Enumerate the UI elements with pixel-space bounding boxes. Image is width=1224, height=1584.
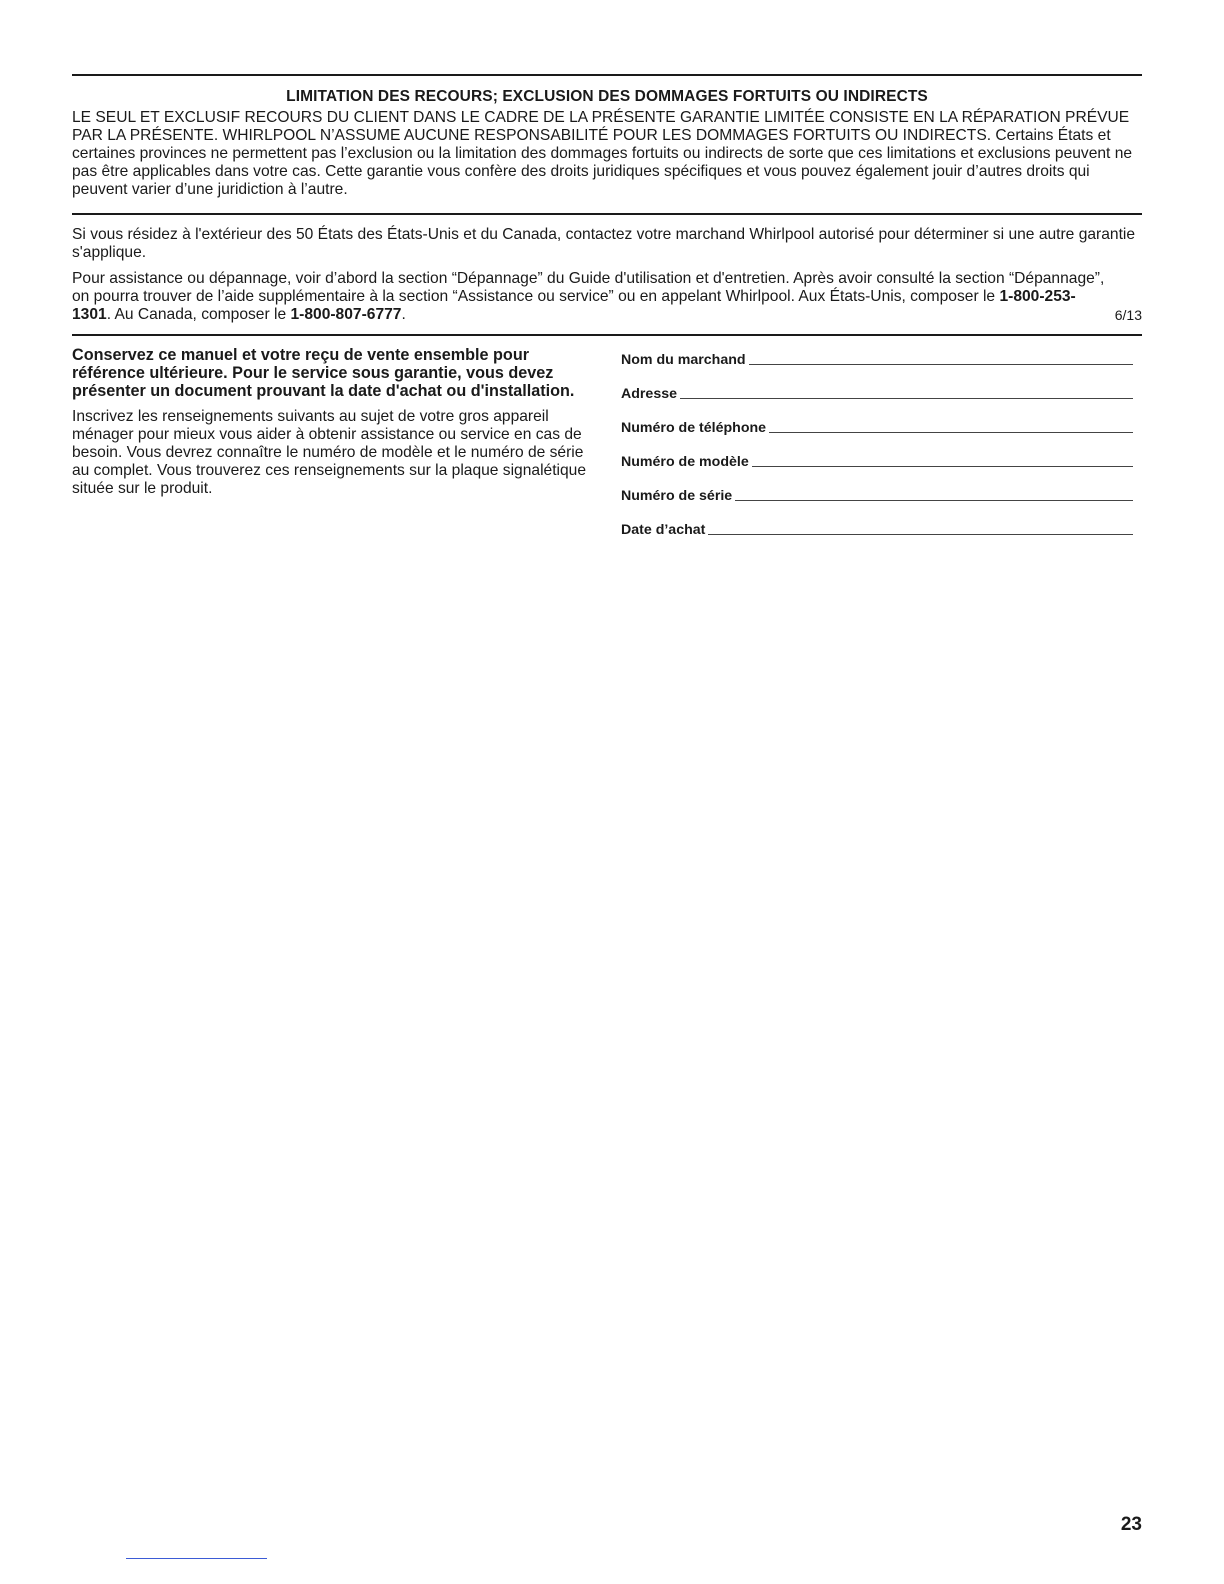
model-line (752, 465, 1133, 467)
purchase-date-label: Date d’achat (621, 522, 706, 538)
address-field (621, 368, 1133, 402)
dealer-line (749, 363, 1133, 365)
top-rule (72, 74, 1142, 76)
phone-line (769, 431, 1133, 433)
assistance-text-2: . Au Canada, composer le (106, 306, 291, 323)
section-rule (72, 334, 1142, 336)
phone-label: Numéro de téléphone (621, 420, 767, 436)
serial-line (735, 499, 1133, 501)
warranty-page (72, 74, 1142, 538)
purchase-date-line (708, 533, 1133, 535)
serial-field (621, 470, 1133, 504)
limitation-body: LE SEUL ET EXCLUSIF RECOURS DU CLIENT DANS LE CADRE DE LA PRÉSENTE GARANTIE LIMITÉE CONSISTE EN LA RÉPARATION PRÉVUE PAR LA PRÉSENTE. WHIRLPOOL N’ASSUME AUCUNE RESPONSABILITÉ POUR LES DOMMAGES FORTUITS OU INDIRECTS. Certains États et certaines provinces ne permettent pas l’exclusion ou la limitation des dommages fortuits ou indirects de sorte que ces limitations et exclusions peuvent ne pas être applicables dans votre cas. Cette garantie vous confère des droits juridiques spécifiques et vous pouvez également jouir d’autres droits qui peuvent varier d’une juridiction à l’autre. (72, 109, 1133, 198)
dealer-label: Nom du marchand (621, 352, 746, 368)
record-section (72, 346, 1142, 538)
record-form (621, 346, 1133, 538)
canada-phone-number: 1-800-807-6777 (290, 306, 402, 323)
keep-bold-intro: Conservez ce manuel et votre reçu de vente ensemble pour référence ultérieure. Pour le service sous garantie, vous devez présenter un document prouvant la date d'achat ou d'installation. (72, 346, 575, 400)
purchase-date-field (621, 504, 1133, 538)
footer-blue-rule (126, 1558, 267, 1559)
address-label: Adresse (621, 386, 677, 402)
assistance-paragraph (72, 270, 1142, 324)
assistance-text-1: Pour assistance ou dépannage, voir d’abord la section “Dépannage” du Guide d'utilisation et d'entretien. Après avoir consulté la section “Dépannage”, on pourra trouver de l’aide supplémentaire à la section “Assistance ou service” ou en appelant Whirlpool. Aux États-Unis, composer le (72, 270, 1105, 305)
us-phone-number: 1-800-253-1301 (72, 288, 1076, 323)
outside-paragraph: Si vous résidez à l'extérieur des 50 États des États-Unis et du Canada, contactez votre marchand Whirlpool autorisé pour déterminer si une autre garantie s'applique. (72, 226, 1136, 261)
assistance-section (72, 215, 1142, 334)
serial-label: Numéro de série (621, 488, 733, 504)
phone-field (621, 402, 1133, 436)
model-field (621, 436, 1133, 470)
keep-body: Inscrivez les renseignements suivants au sujet de votre gros appareil ménager pour mieux vous aider à obtenir assistance ou service en cas de besoin. Vous devrez connaître le numéro de modèle et le numéro de série au complet. Vous trouverez ces renseignements sur la plaque signalétique située sur le produit. (72, 408, 587, 497)
limitation-title: LIMITATION DES RECOURS; EXCLUSION DES DOMMAGES FORTUITS OU INDIRECTS (286, 88, 928, 105)
model-label: Numéro de modèle (621, 454, 749, 470)
dealer-field (621, 346, 1133, 368)
limitation-section (72, 88, 1142, 213)
assistance-text-3: . (401, 306, 406, 323)
keep-instructions (72, 346, 592, 538)
page-number: 23 (1120, 1514, 1142, 1535)
address-line (680, 397, 1133, 399)
date-code: 6/13 (1114, 307, 1142, 323)
